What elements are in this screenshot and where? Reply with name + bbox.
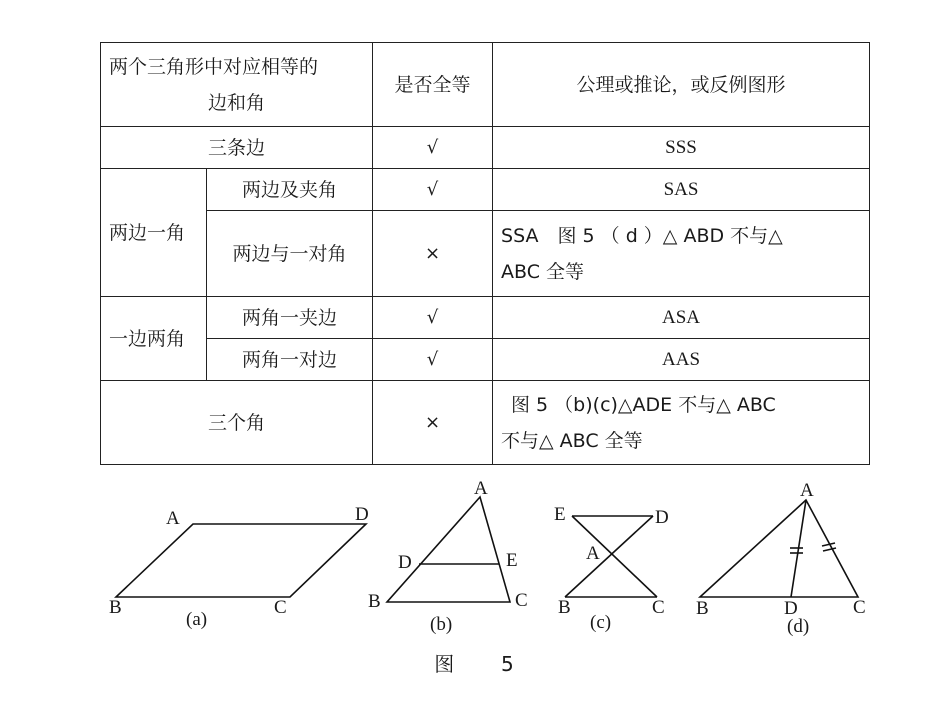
header-conditions-line1: 两个三角形中对应相等的 <box>109 55 319 78</box>
header-conditions <box>101 43 373 127</box>
header-reason: 公理或推论，或反例图形 <box>493 43 870 127</box>
label-c-D: D <box>655 507 669 528</box>
caption-d: (d) <box>787 616 810 637</box>
label-d-C: C <box>853 597 866 618</box>
table-row <box>101 381 870 465</box>
label-c-B: B <box>558 597 571 618</box>
check-mark: √ <box>373 169 493 211</box>
label-d-B: B <box>696 598 709 619</box>
reason-line: 图 5 （b)(c)△ADE 不与△ ABC <box>511 393 776 416</box>
group-one-side-two-angles: 一边两角 <box>101 297 207 381</box>
label-b-D: D <box>398 552 412 573</box>
label-d-A: A <box>800 480 814 501</box>
condition-cell: 两边与一对角 <box>207 211 373 297</box>
check-mark: √ <box>373 127 493 169</box>
reason-cell: ASA <box>493 297 870 339</box>
reason-cell: AAS <box>493 339 870 381</box>
figure-5-diagrams <box>0 470 950 645</box>
label-a-B: B <box>109 597 122 618</box>
reason-line: ABC 全等 <box>501 260 585 283</box>
table-row <box>101 169 870 211</box>
table-row <box>101 339 870 381</box>
condition-cell: 两边及夹角 <box>207 169 373 211</box>
segment-eb-cross <box>572 516 657 597</box>
triangle-abc-b <box>387 497 510 602</box>
table-row <box>101 297 870 339</box>
group-two-sides-one-angle: 两边一角 <box>101 169 207 297</box>
label-c-C: C <box>652 597 665 618</box>
reason-cell: SAS <box>493 169 870 211</box>
label-b-A: A <box>474 478 488 499</box>
condition-cell: 三条边 <box>101 127 373 169</box>
reason-cell <box>493 381 870 465</box>
tick-mark-ac-2 <box>823 548 836 551</box>
reason-cell: SSS <box>493 127 870 169</box>
caption-b: (b) <box>430 614 453 635</box>
reason-cell <box>493 211 870 297</box>
caption-a: (a) <box>186 609 208 630</box>
caption-c: (c) <box>590 612 612 633</box>
condition-cell: 三个角 <box>101 381 373 465</box>
label-b-C: C <box>515 590 528 611</box>
congruence-table <box>100 42 870 465</box>
label-d-D: D <box>784 598 798 619</box>
table-row <box>101 211 870 297</box>
header-congruent: 是否全等 <box>373 43 493 127</box>
header-conditions-line2: 边和角 <box>208 91 266 114</box>
check-mark: √ <box>373 339 493 381</box>
label-c-E: E <box>554 504 566 525</box>
condition-cell: 两角一对边 <box>207 339 373 381</box>
segment-dc-cross <box>565 516 653 597</box>
condition-cell: 两角一夹边 <box>207 297 373 339</box>
table-header-row <box>101 43 870 127</box>
label-c-A: A <box>586 543 600 564</box>
label-b-E: E <box>506 550 518 571</box>
parallelogram-abcd <box>116 524 366 597</box>
figure-caption-number: 5 <box>500 652 516 676</box>
reason-line: 不与△ ABC 全等 <box>501 429 643 452</box>
table-row <box>101 127 870 169</box>
label-b-B: B <box>368 591 381 612</box>
label-a-A: A <box>166 508 180 529</box>
figure-caption-word: 图 <box>434 652 457 676</box>
figure-caption <box>0 648 950 677</box>
reason-line: SSA 图 5 （ d ）△ ABD 不与△ <box>501 224 783 247</box>
check-mark: √ <box>373 297 493 339</box>
cross-mark: × <box>373 381 493 465</box>
label-a-C: C <box>274 597 287 618</box>
cross-mark: × <box>373 211 493 297</box>
label-a-D: D <box>355 504 369 525</box>
